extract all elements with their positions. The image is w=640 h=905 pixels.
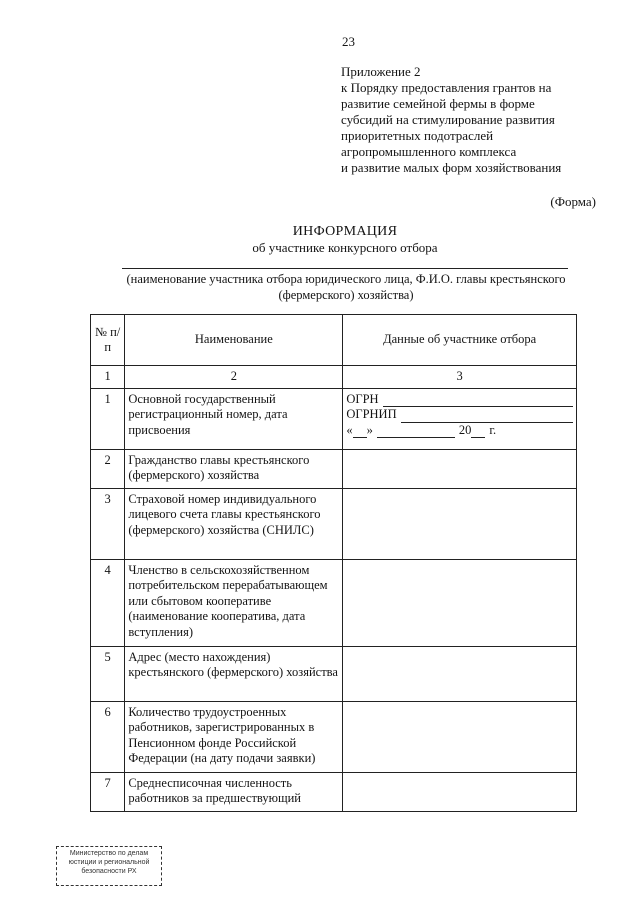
date-field[interactable] (346, 423, 573, 439)
participant-info-table (90, 314, 577, 812)
row-label: Адрес (место нахождения) крестьянского (фермерского) хозяйства (125, 646, 343, 701)
row-number: 5 (91, 646, 125, 701)
year-prefix: 20 (458, 422, 472, 437)
row-label: Среднесписочная численность работников за предшествующий (125, 772, 343, 811)
year-blank[interactable] (471, 426, 485, 438)
table-row (91, 488, 577, 559)
row-label: Основной государственный регистрационный номер, дата присвоения (125, 388, 343, 449)
stamp-line: Министерство по делам (69, 850, 149, 857)
table-row (91, 449, 577, 488)
table-row (91, 701, 577, 772)
row-data-cell[interactable] (343, 449, 577, 488)
appendix-line: развитие семейной фермы в форме (341, 96, 535, 111)
appendix-line: приоритетных подотраслей (341, 128, 494, 143)
row-number: 6 (91, 701, 125, 772)
document-subtitle: об участнике конкурсного отбора (252, 240, 438, 255)
stamp-line: безопасности РХ (81, 868, 137, 875)
row-data-cell[interactable] (343, 559, 577, 646)
appendix-line: Приложение 2 (341, 64, 421, 79)
row-data-cell[interactable] (343, 488, 577, 559)
page-number: 23 (342, 34, 355, 49)
row-label: Гражданство главы крестьянского (фермерского) хозяйства (125, 449, 343, 488)
table-row (91, 559, 577, 646)
ogrn-field[interactable] (346, 392, 573, 408)
appendix-block (341, 64, 561, 176)
row-number: 3 (91, 488, 125, 559)
col-number: 2 (125, 366, 343, 389)
day-blank[interactable] (353, 426, 367, 438)
row-data-cell[interactable] (343, 701, 577, 772)
table-row (91, 772, 577, 811)
table-row (91, 646, 577, 701)
table-row (91, 388, 577, 449)
ogrn-blank[interactable] (383, 395, 573, 407)
year-suffix: г. (489, 422, 497, 437)
row-data-cell[interactable] (343, 646, 577, 701)
header-num: № п/п (91, 315, 125, 366)
appendix-line: и развитие малых форм хозяйствования (341, 160, 562, 175)
row-number: 1 (91, 388, 125, 449)
row-number: 2 (91, 449, 125, 488)
row-label: Страховой номер индивидуального лицевого счета главы крестьянского (фермерского) хозяйства (СНИЛС) (125, 488, 343, 559)
appendix-line: агропромышленного комплекса (341, 144, 517, 159)
ogrnip-field[interactable] (346, 407, 573, 423)
ogrn-label: ОГРН (346, 391, 379, 406)
header-name: Наименование (125, 315, 343, 366)
month-blank[interactable] (377, 426, 455, 438)
form-label: (Форма) (550, 194, 596, 209)
table-col-numbers-row (91, 366, 577, 389)
row-number: 4 (91, 559, 125, 646)
registration-stamp (56, 846, 162, 886)
header-data: Данные об участнике отбора (343, 315, 577, 366)
participant-name-line (122, 268, 568, 269)
row-label: Количество трудоустроенных работников, зарегистрированных в Пенсионном фонде Российской Федерации (на дату подачи заявки) (125, 701, 343, 772)
table-header-row (91, 315, 577, 366)
document-title: ИНФОРМАЦИЯ (292, 224, 398, 239)
date-open-quote: « (346, 422, 353, 437)
date-close-quote: » (366, 422, 373, 437)
col-number: 1 (91, 366, 125, 389)
appendix-line: к Порядку предоставления грантов на (341, 80, 552, 95)
appendix-line: субсидий на стимулирование развития (341, 112, 555, 127)
row-number: 7 (91, 772, 125, 811)
ogrnip-blank[interactable] (401, 411, 573, 423)
col-number: 3 (343, 366, 577, 389)
row-label: Членство в сельскохозяйственном потребительском перерабатывающем или сбытовом кооперативе (наименование кооператива, дата вступления) (125, 559, 343, 646)
row-data-cell (343, 388, 577, 449)
row-data-cell[interactable] (343, 772, 577, 811)
ogrnip-label: ОГРНИП (346, 407, 397, 421)
participant-name-caption: (наименование участника отбора юридического лица, Ф.И.О. главы крестьянского (фермерского) хозяйства) (126, 272, 566, 302)
stamp-line: юстиции и региональной (68, 859, 150, 866)
